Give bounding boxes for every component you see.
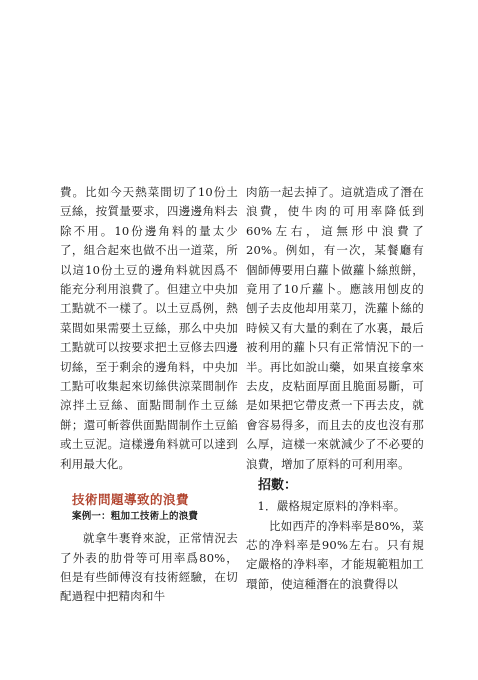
right-paragraph-tip: 比如西芹的净料率是80%，菜芯的净料率是90%左右。只有規定嚴格的净料率，才能規範粗加工環節，使這種潛在的浪費得以: [246, 518, 424, 591]
tip-item-1: 1．嚴格規定原料的净料率。: [257, 499, 406, 514]
right-paragraph-continuation: 肉筋一起去掉了。這就造成了潛在浪費，使牛肉的可用率降低到60%左右，這無形中浪費了20%。例如，有一次，某餐廳有個師傅要用白蘿卜做蘿卜絲煎餅，竟用了10斤蘿卜。應該用刨皮的刨子去皮他却用菜刀，洗蘿卜絲的時候又有大量的剩在了水裏，最后被利用的蘿卜只有正常情況下的一半。再比如說山藥，如果直接拿來去皮，皮粘面厚面且脆面易斷，可是如果把它帶皮煮一下再去皮，就會容易得多，而且去的皮也沒有那么厚，這樣一來就減少了不必要的浪費，增加了原料的可利用率。: [246, 185, 424, 471]
case-title: 案例一：粗加工技術上的浪費: [72, 511, 199, 523]
tips-heading: 招數：: [258, 478, 298, 494]
section-title: 技術問題導致的浪費: [72, 492, 190, 508]
left-paragraph-continuation: 費。比如今天熱菜間切了10份土豆絲，按質量要求，四邊邊角料去除不用。10份邊角料的量太少了，組合起來也做不出一道菜，所以這10份土豆的邊角料就因爲不能充分利用浪費了。但建立中央加工點就不一樣了。以土豆爲例，熱菜間如果需要土豆絲，那么中央加工點就可以按要求把土豆修去四邊切絲，至于剩余的邊角料，中央加工點可收集起來切絲供涼菜間制作涼拌土豆絲、面點間制作土豆絲餅；還可斬蓉供面點間制作土豆餡或土豆泥。這樣邊角料就可以達到利用最大化。: [60, 185, 238, 471]
left-column: [60, 183, 238, 607]
left-paragraph-case: 就拿牛裹脊來說，正常情況去了外表的肋骨等可用率爲80%，但是有些師傅沒有技術經驗，在切配過程中把精肉和牛: [60, 531, 238, 604]
right-column: [246, 183, 424, 594]
